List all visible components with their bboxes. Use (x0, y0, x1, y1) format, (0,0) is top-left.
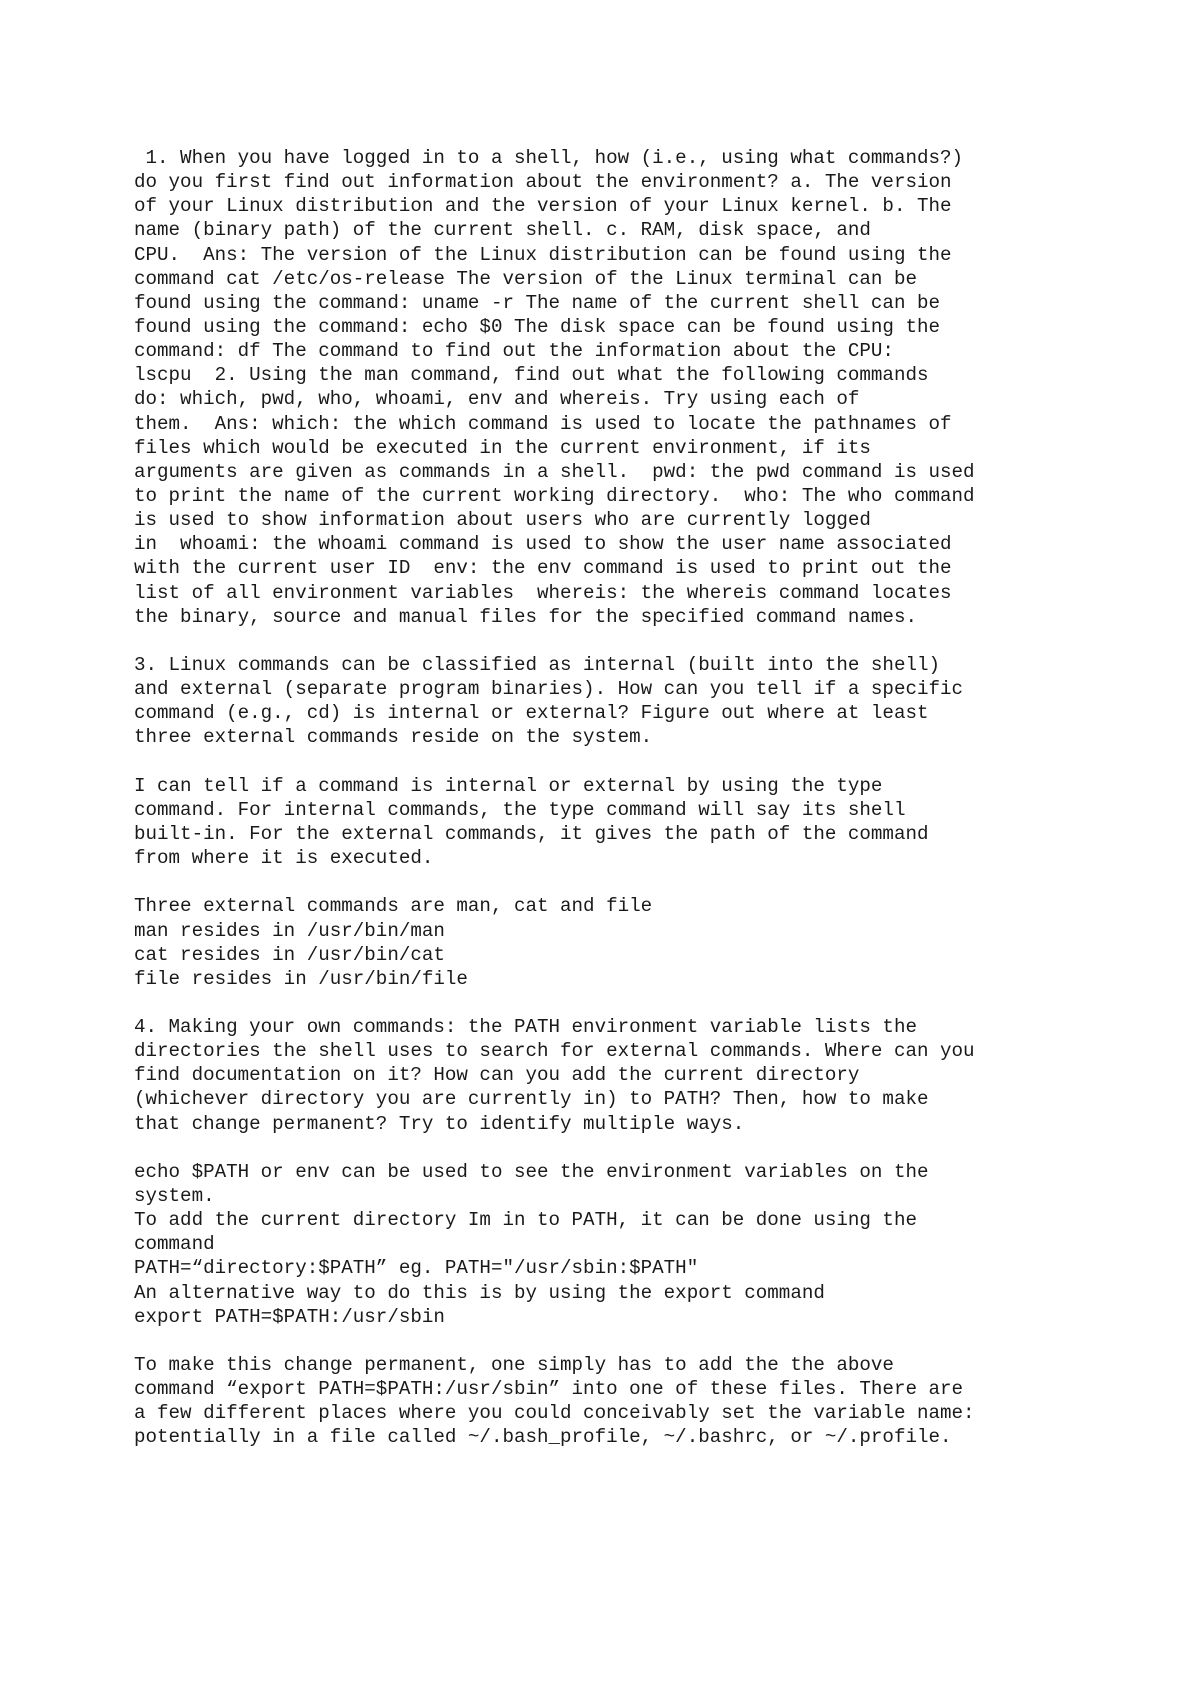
text-line (134, 991, 1134, 1015)
text-line: arguments are given as commands in a shell. pwd: the pwd command is used (134, 460, 975, 483)
text-line: command (e.g., cd) is internal or external? Figure out where at least (134, 702, 929, 725)
text-line: list of all environment variables whereis: the whereis command locates (134, 581, 952, 604)
text-line (134, 870, 1134, 894)
text-line: of your Linux distribution and the version of your Linux kernel. b. The (134, 195, 952, 218)
text-line (134, 629, 1134, 653)
text-line (134, 750, 1134, 774)
text-line: 3. Linux commands can be classified as internal (built into the shell) (134, 653, 941, 676)
text-line (134, 1136, 1134, 1160)
text-line: To make this change permanent, one simply has to add the the above (134, 1354, 894, 1377)
text-line: Three external commands are man, cat and file (134, 895, 653, 918)
text-line (134, 1329, 1134, 1353)
text-line: system. (134, 1185, 215, 1208)
text-line: find documentation on it? How can you add the current directory (134, 1064, 860, 1087)
text-line: 4. Making your own commands: the PATH environment variable lists the (134, 1016, 917, 1039)
text-line: found using the command: uname -r The name of the current shell can be (134, 291, 941, 314)
text-line: man resides in /usr/bin/man (134, 919, 445, 942)
text-line: files which would be executed in the current environment, if its (134, 436, 871, 459)
text-line: with the current user ID env: the env command is used to print out the (134, 557, 952, 580)
text-line: do: which, pwd, who, whoami, env and whereis. Try using each of (134, 388, 860, 411)
text-line: from where it is executed. (134, 847, 434, 870)
text-line: command “export PATH=$PATH:/usr/sbin” into one of these files. There are (134, 1378, 964, 1401)
text-line: potentially in a file called ~/.bash_profile, ~/.bashrc, or ~/.profile. (134, 1426, 952, 1449)
text-line: in whoami: the whoami command is used to show the user name associated (134, 533, 952, 556)
text-line: and external (separate program binaries). How can you tell if a specific (134, 678, 964, 701)
text-line: I can tell if a command is internal or external by using the type (134, 774, 883, 797)
text-line: (whichever directory you are currently in) to PATH? Then, how to make (134, 1088, 929, 1111)
text-line: 1. When you have logged in to a shell, how (i.e., using what commands?) (134, 147, 964, 169)
text-line: An alternative way to do this is by using the export command (134, 1281, 825, 1304)
text-line: To add the current directory Im in to PATH, it can be done using the (134, 1209, 917, 1232)
text-line: echo $PATH or env can be used to see the environment variables on the (134, 1160, 929, 1183)
text-line: command. For internal commands, the type command will say its shell (134, 798, 906, 821)
text-line: the binary, source and manual files for the specified command names. (134, 605, 917, 628)
text-line: that change permanent? Try to identify multiple ways. (134, 1112, 745, 1135)
text-line: directories the shell uses to search for external commands. Where can you (134, 1040, 975, 1063)
text-line: file resides in /usr/bin/file (134, 967, 468, 990)
text-line: cat resides in /usr/bin/cat (134, 943, 445, 966)
text-line: command cat /etc/os-release The version of the Linux terminal can be (134, 267, 917, 290)
text-line: name (binary path) of the current shell. c. RAM, disk space, and (134, 219, 871, 242)
text-line: to print the name of the current working directory. who: The who command (134, 484, 975, 507)
text-line: command: df The command to find out the information about the CPU: (134, 340, 894, 363)
document-body (134, 146, 1134, 1450)
text-line: found using the command: echo $0 The disk space can be found using the (134, 315, 941, 338)
text-line: command (134, 1233, 215, 1256)
text-line: is used to show information about users who are currently logged (134, 509, 871, 532)
text-line: three external commands reside on the system. (134, 726, 653, 749)
text-line: CPU. Ans: The version of the Linux distribution can be found using the (134, 243, 952, 266)
text-line: PATH=“directory:$PATH” eg. PATH="/usr/sbin:$PATH" (134, 1257, 699, 1280)
text-line: them. Ans: which: the which command is used to locate the pathnames of (134, 412, 952, 435)
text-line: built-in. For the external commands, it gives the path of the command (134, 822, 929, 845)
text-line: lscpu 2. Using the man command, find out what the following commands (134, 364, 929, 387)
text-line: export PATH=$PATH:/usr/sbin (134, 1305, 445, 1328)
text-line: a few different places where you could conceivably set the variable name: (134, 1402, 975, 1425)
text-line: do you first find out information about the environment? a. The version (134, 171, 952, 194)
